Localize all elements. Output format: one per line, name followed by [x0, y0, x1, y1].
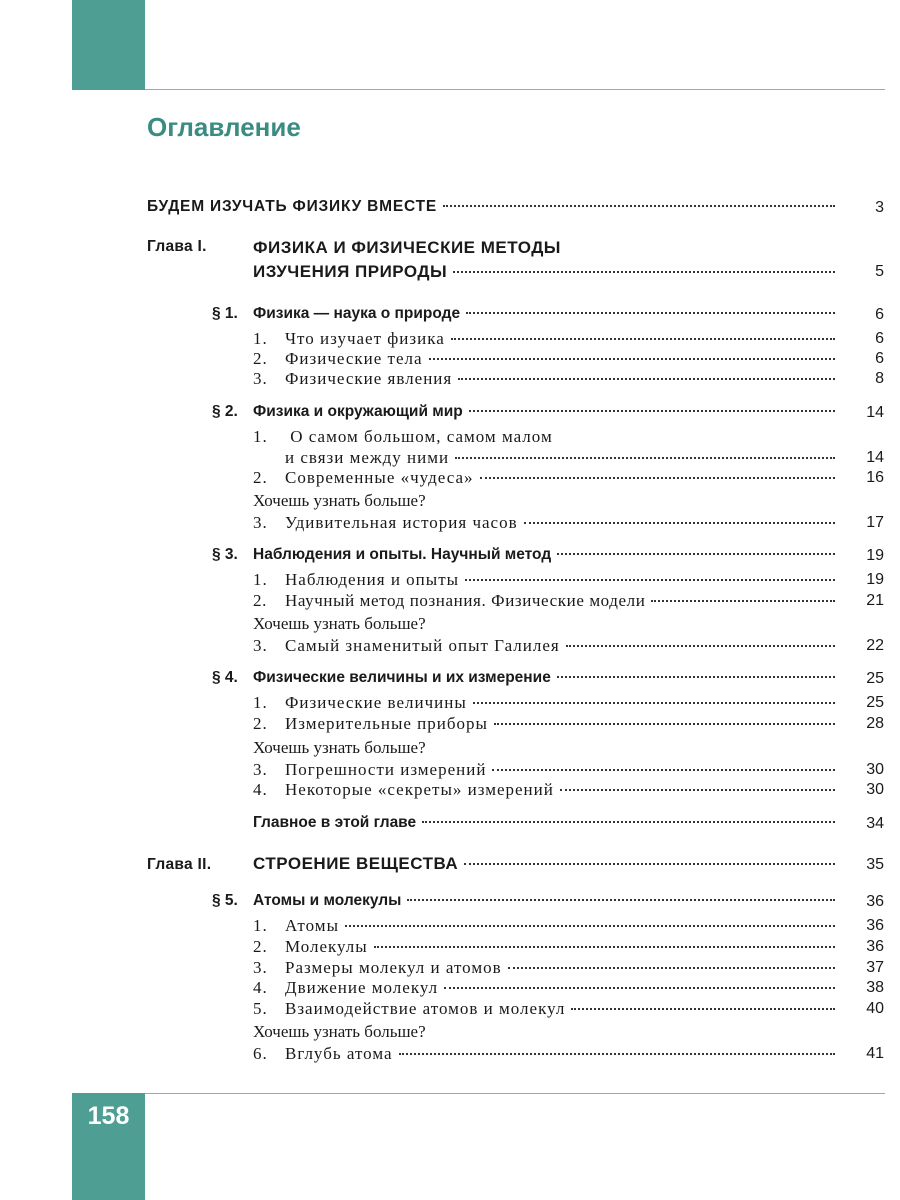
section-mark: § 4.: [212, 669, 238, 686]
item-title: Взаимодействие атомов и молекул: [285, 999, 566, 1018]
dot-leader: [508, 967, 835, 969]
toc-item[interactable]: [253, 636, 839, 656]
item-number: 5.: [253, 999, 268, 1018]
section-title: Наблюдения и опыты. Научный метод: [253, 546, 552, 563]
extra-reading-label: Хочешь узнать больше?: [253, 738, 426, 757]
toc-page-number: 8: [875, 370, 884, 387]
toc-item[interactable]: [285, 448, 839, 468]
toc-page-number: 28: [866, 715, 884, 732]
toc-item[interactable]: [253, 760, 839, 780]
extra-reading-label: Хочешь узнать больше?: [253, 491, 426, 510]
toc-entry-title: БУДЕМ ИЗУЧАТЬ ФИЗИКУ ВМЕСТЕ: [147, 198, 438, 215]
section-mark: § 1.: [212, 305, 238, 322]
dot-leader: [464, 863, 835, 865]
item-number: 3.: [253, 636, 268, 655]
toc-item[interactable]: [253, 937, 839, 957]
toc-item[interactable]: [253, 329, 839, 349]
toc-page-number: 40: [866, 1000, 884, 1017]
extra-reading-label: Хочешь узнать больше?: [253, 1022, 426, 1041]
toc-page-number: 36: [866, 938, 884, 955]
item-title-line1: О самом большом, самом малом: [290, 427, 553, 446]
dot-leader: [453, 271, 835, 273]
dot-leader: [524, 522, 835, 524]
dot-leader: [557, 676, 835, 678]
dot-leader: [469, 410, 835, 412]
dot-leader: [651, 600, 835, 602]
item-title: Молекулы: [285, 937, 368, 956]
extra-reading-label: Хочешь узнать больше?: [253, 614, 426, 633]
toc-item[interactable]: [253, 999, 839, 1019]
item-number: 1.: [253, 329, 268, 348]
dot-leader: [494, 723, 835, 725]
dot-leader: [407, 899, 835, 901]
toc-page-number: 3: [875, 199, 884, 216]
item-title: Что изучает физика: [285, 329, 445, 348]
toc-page-number: 19: [866, 571, 884, 588]
item-title: Научный метод познания. Физические модели: [285, 591, 646, 610]
section-mark: § 3.: [212, 546, 238, 563]
page-number: 158: [87, 1102, 130, 1130]
item-number: 4.: [253, 978, 268, 997]
dot-leader: [458, 378, 835, 380]
chapter-label: Глава I.: [147, 238, 207, 255]
toc-item[interactable]: [253, 693, 839, 713]
item-number: 2.: [253, 591, 267, 610]
toc-page-number: 25: [866, 670, 884, 687]
item-number: 1.: [253, 570, 268, 589]
section-mark: § 2.: [212, 403, 238, 420]
dot-leader: [571, 1008, 835, 1010]
item-number: 2.: [253, 349, 268, 368]
dot-leader: [557, 553, 835, 555]
item-number: 1.: [253, 427, 268, 446]
toc-item[interactable]: [253, 916, 839, 936]
item-number: 4.: [253, 780, 268, 799]
toc-entry-chapter2[interactable]: [253, 854, 839, 874]
toc-page-number: 25: [866, 694, 884, 711]
item-title: Самый знаменитый опыт Галилея: [285, 636, 560, 655]
page-title: Оглавление: [147, 112, 301, 142]
item-title: Вглубь атома: [285, 1044, 393, 1063]
item-number: 3.: [253, 958, 268, 977]
toc-page-number: 6: [875, 350, 884, 367]
toc-page-number: 41: [866, 1045, 884, 1062]
toc-page-number: 35: [866, 856, 884, 873]
dot-leader: [399, 1053, 835, 1055]
toc-page-number: 19: [866, 547, 884, 564]
toc-entry-section-4[interactable]: [253, 669, 839, 687]
toc-page-number: 30: [866, 761, 884, 778]
toc-page-number: 6: [875, 330, 884, 347]
dot-leader: [429, 358, 835, 360]
section-mark: § 5.: [212, 892, 238, 909]
item-number: 1.: [253, 916, 268, 935]
dot-leader: [345, 925, 835, 927]
toc-page-number: 14: [866, 449, 884, 466]
toc-entry-section-3[interactable]: [253, 546, 839, 564]
toc-page-number: 21: [866, 592, 884, 609]
toc-page-number: 5: [875, 263, 884, 280]
item-title: и связи между ними: [285, 448, 450, 467]
toc-entry-section-5[interactable]: [253, 892, 839, 910]
toc-page-number: 37: [866, 959, 884, 976]
section-title: Физика и окружающий мир: [253, 403, 463, 420]
toc-item[interactable]: [253, 958, 839, 978]
section-title: Физические величины и их измерение: [253, 669, 551, 686]
item-title: Измерительные приборы: [285, 714, 488, 733]
toc-item[interactable]: [253, 468, 839, 488]
chapter-title: СТРОЕНИЕ ВЕЩЕСТВА: [253, 854, 459, 873]
toc-item[interactable]: [253, 978, 839, 998]
toc-entry-chapter-summary[interactable]: [253, 814, 839, 832]
dot-leader: [451, 338, 835, 340]
item-number: 2.: [253, 714, 268, 733]
dot-leader: [374, 946, 835, 948]
dot-leader: [466, 312, 835, 314]
dot-leader: [443, 205, 835, 207]
toc-page-number: 36: [866, 917, 884, 934]
dot-leader: [560, 789, 835, 791]
toc-page-number: 6: [875, 306, 884, 323]
item-title: Удивительная история часов: [285, 513, 518, 532]
toc-item[interactable]: [253, 714, 839, 734]
dot-leader: [566, 645, 835, 647]
toc-entry-intro[interactable]: [147, 198, 839, 216]
toc-page-number: 34: [866, 815, 884, 832]
section-title: Физика — наука о природе: [253, 305, 461, 322]
item-number: 6.: [253, 1044, 268, 1063]
chapter-title-line1[interactable]: ФИЗИКА И ФИЗИЧЕСКИЕ МЕТОДЫ: [253, 238, 561, 257]
header-rule: [145, 89, 885, 90]
item-number: 3.: [253, 369, 268, 388]
toc-item[interactable]: [253, 349, 839, 369]
item-number: 1.: [253, 693, 268, 712]
toc-page-number: 38: [866, 979, 884, 996]
summary-title: Главное в этой главе: [253, 814, 417, 831]
toc-item[interactable]: [253, 570, 839, 590]
item-number: 2.: [253, 937, 268, 956]
toc-page-number: 30: [866, 781, 884, 798]
item-title: Размеры молекул и атомов: [285, 958, 502, 977]
item-title: Физические тела: [285, 349, 423, 368]
toc-item[interactable]: [253, 513, 839, 533]
toc-item[interactable]: [253, 591, 839, 611]
item-title: Движение молекул: [285, 978, 439, 997]
toc-page-number: 14: [866, 404, 884, 421]
toc-page-number: 17: [866, 514, 884, 531]
toc-page-number: 36: [866, 893, 884, 910]
item-title: Атомы: [285, 916, 339, 935]
dot-leader: [465, 579, 835, 581]
item-number: 3.: [253, 760, 268, 779]
section-title: Атомы и молекулы: [253, 892, 402, 909]
dot-leader: [492, 769, 835, 771]
footer-rule: [145, 1093, 885, 1094]
item-title: Физические явления: [285, 369, 453, 388]
item-title: Некоторые «секреты» измерений: [285, 780, 554, 799]
item-title: Погрешности измерений: [285, 760, 487, 779]
toc-item[interactable]: [253, 780, 839, 800]
item-number: 3.: [253, 513, 268, 532]
item-title: Наблюдения и опыты: [285, 570, 460, 589]
dot-leader: [444, 987, 835, 989]
chapter-title-line2: ИЗУЧЕНИЯ ПРИРОДЫ: [253, 262, 448, 281]
toc-entry-section-1[interactable]: [253, 305, 839, 323]
toc-page-number: 22: [866, 637, 884, 654]
item-number: 2.: [253, 468, 268, 487]
item-title: Физические величины: [285, 693, 467, 712]
toc-entry-chapter1[interactable]: [253, 262, 839, 282]
toc-item[interactable]: [253, 1044, 839, 1064]
item-title: Современные «чудеса»: [285, 468, 474, 487]
dot-leader: [473, 702, 835, 704]
chapter-label: Глава II.: [147, 856, 212, 873]
toc-item[interactable]: [253, 369, 839, 389]
toc-page-number: 16: [866, 469, 884, 486]
dot-leader: [422, 821, 835, 823]
dot-leader: [455, 457, 835, 459]
dot-leader: [480, 477, 835, 479]
top-color-bar: [72, 0, 145, 90]
toc-item-line1[interactable]: [253, 427, 553, 447]
toc-entry-section-2[interactable]: [253, 403, 839, 421]
